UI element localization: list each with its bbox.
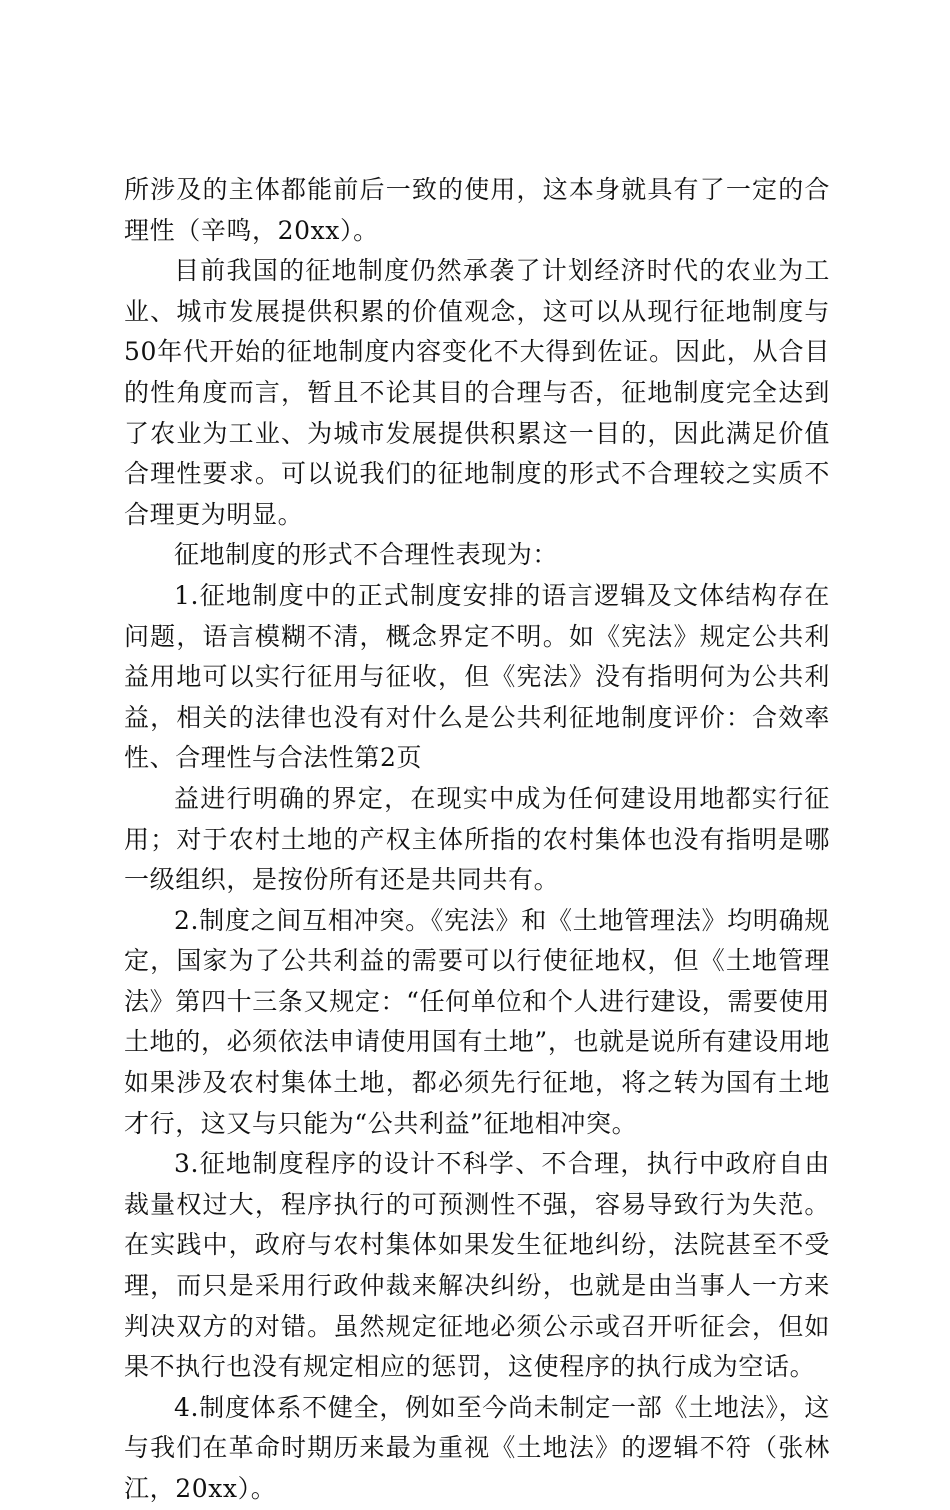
paragraph-item-1: 1.征地制度中的正式制度安排的语言逻辑及文体结构存在问题，语言模糊不清，概念界定不明。如《宪法》规定公共利益用地可以实行征用与征收，但《宪法》没有指明何为公共利益，相关的法律也没有对什么是公共利征地制度评价：合效率性、合理性与合法性第2页 — [124, 580, 830, 773]
paragraph-item-3: 3.征地制度程序的设计不科学、不合理，执行中政府自由裁量权过大，程序执行的可预测性不强，容易导致行为失范。在实践中，政府与农村集体如果发生征地纠纷，法院甚至不受理，而只是采用行政仲裁来解决纠纷，也就是由当事人一方来判决双方的对错。虽然规定征地必须公示或召开听征会，但如果不执行也没有规定相应的惩罚，这使程序的执行成为空话。 — [124, 1149, 830, 1382]
document-body — [124, 170, 830, 1510]
paragraph-item-2: 2.制度之间互相冲突。《宪法》和《土地管理法》均明确规定，国家为了公共利益的需要可以行使征地权，但《土地管理法》第四十三条又规定：“任何单位和个人进行建设，需要使用土地的，必须依法申请使用国有土地”，也就是说所有建设用地如果涉及农村集体土地，都必须先行征地，将之转为国有土地才行，这又与只能为“公共利益”征地相冲突。 — [124, 905, 830, 1138]
paragraph-item-1-continued: 益进行明确的界定，在现实中成为任何建设用地都实行征用；对于农村土地的产权主体所指的农村集体也没有指明是哪一级组织，是按份所有还是共同共有。 — [124, 783, 830, 895]
paragraph-purpose-rationality: 目前我国的征地制度仍然承袭了计划经济时代的农业为工业、城市发展提供积累的价值观念，这可以从现行征地制度与50年代开始的征地制度内容变化不大得到佐证。因此，从合目的性角度而言，暂且不论其目的合理与否，征地制度完全达到了农业为工业、为城市发展提供积累这一目的，因此满足价值合理性要求。可以说我们的征地制度的形式不合理较之实质不合理更为明显。 — [124, 256, 830, 529]
paragraph-formal-irrationality-intro: 征地制度的形式不合理性表现为： — [174, 540, 559, 570]
paragraph-continuation: 所涉及的主体都能前后一致的使用，这本身就具有了一定的合理性（辛鸣，20xx）。 — [124, 175, 830, 245]
paragraph-item-4: 4.制度体系不健全，例如至今尚未制定一部《土地法》，这与我们在革命时期历来最为重视《土地法》的逻辑不符（张林江，20xx）。 — [124, 1392, 830, 1503]
